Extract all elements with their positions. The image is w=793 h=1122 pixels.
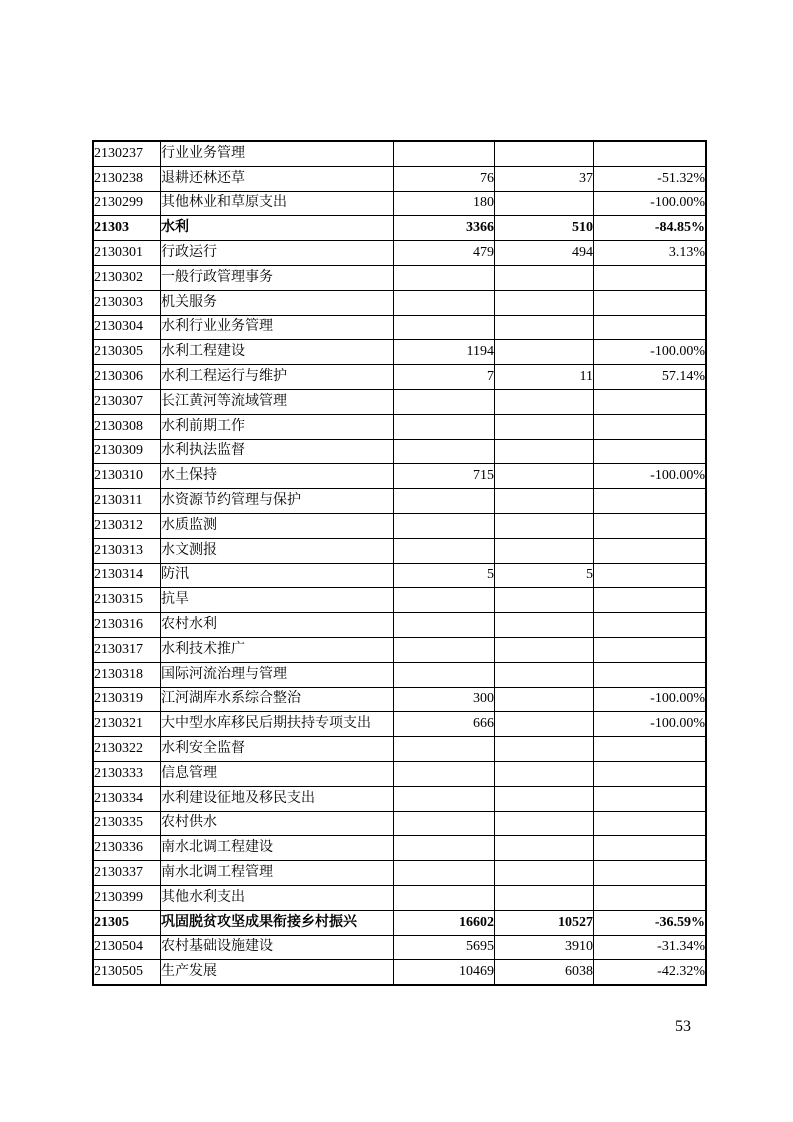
code-cell: 2130238 xyxy=(93,166,161,191)
value-curr-cell xyxy=(495,538,594,563)
name-cell: 江河湖库水系综合整治 xyxy=(161,687,394,712)
name-cell: 抗旱 xyxy=(161,588,394,613)
code-cell: 2130318 xyxy=(93,662,161,687)
name-cell: 南水北调工程管理 xyxy=(161,861,394,886)
change-pct-cell: -100.00% xyxy=(594,191,707,216)
value-curr-cell xyxy=(495,489,594,514)
value-curr-cell xyxy=(495,191,594,216)
value-prev-cell xyxy=(394,265,495,290)
value-curr-cell: 10527 xyxy=(495,910,594,935)
code-cell: 2130237 xyxy=(93,141,161,166)
value-curr-cell xyxy=(495,885,594,910)
value-curr-cell xyxy=(495,737,594,762)
change-pct-cell xyxy=(594,439,707,464)
code-cell: 2130317 xyxy=(93,637,161,662)
change-pct-cell xyxy=(594,588,707,613)
value-curr-cell xyxy=(495,861,594,886)
name-cell: 行业业务管理 xyxy=(161,141,394,166)
value-prev-cell xyxy=(394,737,495,762)
code-cell: 2130304 xyxy=(93,315,161,340)
budget-table-container xyxy=(92,140,705,986)
budget-table xyxy=(92,140,707,986)
table-row xyxy=(93,439,706,464)
code-cell: 2130504 xyxy=(93,935,161,960)
table-row xyxy=(93,935,706,960)
change-pct-cell xyxy=(594,389,707,414)
table-row xyxy=(93,687,706,712)
value-curr-cell xyxy=(495,389,594,414)
table-row xyxy=(93,960,706,985)
value-curr-cell: 5 xyxy=(495,563,594,588)
table-row xyxy=(93,836,706,861)
value-curr-cell: 6038 xyxy=(495,960,594,985)
value-prev-cell xyxy=(394,141,495,166)
code-cell: 2130335 xyxy=(93,811,161,836)
name-cell: 长江黄河等流域管理 xyxy=(161,389,394,414)
value-prev-cell xyxy=(394,439,495,464)
change-pct-cell: -51.32% xyxy=(594,166,707,191)
table-row xyxy=(93,637,706,662)
change-pct-cell xyxy=(594,811,707,836)
name-cell: 水文测报 xyxy=(161,538,394,563)
name-cell: 农村供水 xyxy=(161,811,394,836)
code-cell: 2130310 xyxy=(93,464,161,489)
value-prev-cell xyxy=(394,315,495,340)
table-row xyxy=(93,786,706,811)
code-cell: 2130333 xyxy=(93,761,161,786)
name-cell: 生产发展 xyxy=(161,960,394,985)
name-cell: 农村水利 xyxy=(161,613,394,638)
value-curr-cell xyxy=(495,464,594,489)
name-cell: 水利行业业务管理 xyxy=(161,315,394,340)
table-row xyxy=(93,761,706,786)
code-cell: 2130314 xyxy=(93,563,161,588)
change-pct-cell xyxy=(594,836,707,861)
value-curr-cell xyxy=(495,712,594,737)
code-cell: 2130308 xyxy=(93,414,161,439)
value-prev-cell: 5695 xyxy=(394,935,495,960)
value-prev-cell: 16602 xyxy=(394,910,495,935)
table-row xyxy=(93,613,706,638)
value-prev-cell: 1194 xyxy=(394,340,495,365)
table-row xyxy=(93,166,706,191)
page-number: 53 xyxy=(675,1018,691,1035)
value-curr-cell xyxy=(495,836,594,861)
code-cell: 2130309 xyxy=(93,439,161,464)
table-row xyxy=(93,290,706,315)
change-pct-cell xyxy=(594,861,707,886)
change-pct-cell xyxy=(594,414,707,439)
name-cell: 行政运行 xyxy=(161,241,394,266)
value-prev-cell: 76 xyxy=(394,166,495,191)
name-cell: 水利工程运行与维护 xyxy=(161,365,394,390)
table-row xyxy=(93,414,706,439)
budget-table-body xyxy=(93,141,706,985)
change-pct-cell xyxy=(594,265,707,290)
name-cell: 其他林业和草原支出 xyxy=(161,191,394,216)
name-cell: 信息管理 xyxy=(161,761,394,786)
value-prev-cell xyxy=(394,662,495,687)
value-curr-cell xyxy=(495,588,594,613)
value-prev-cell xyxy=(394,290,495,315)
value-prev-cell xyxy=(394,538,495,563)
name-cell: 水土保持 xyxy=(161,464,394,489)
change-pct-cell xyxy=(594,315,707,340)
change-pct-cell xyxy=(594,786,707,811)
table-row xyxy=(93,563,706,588)
value-curr-cell xyxy=(495,761,594,786)
value-prev-cell xyxy=(394,836,495,861)
code-cell: 2130337 xyxy=(93,861,161,886)
change-pct-cell xyxy=(594,141,707,166)
value-prev-cell xyxy=(394,489,495,514)
name-cell: 水利建设征地及移民支出 xyxy=(161,786,394,811)
name-cell: 水利执法监督 xyxy=(161,439,394,464)
value-curr-cell: 37 xyxy=(495,166,594,191)
table-row xyxy=(93,885,706,910)
change-pct-cell: -42.32% xyxy=(594,960,707,985)
code-cell: 2130312 xyxy=(93,513,161,538)
table-row xyxy=(93,216,706,241)
change-pct-cell: -36.59% xyxy=(594,910,707,935)
value-prev-cell: 479 xyxy=(394,241,495,266)
name-cell: 南水北调工程建设 xyxy=(161,836,394,861)
change-pct-cell: -100.00% xyxy=(594,464,707,489)
name-cell: 其他水利支出 xyxy=(161,885,394,910)
value-curr-cell xyxy=(495,637,594,662)
change-pct-cell xyxy=(594,737,707,762)
value-curr-cell xyxy=(495,141,594,166)
value-curr-cell xyxy=(495,414,594,439)
code-cell: 2130505 xyxy=(93,960,161,985)
value-curr-cell: 11 xyxy=(495,365,594,390)
value-prev-cell xyxy=(394,811,495,836)
change-pct-cell xyxy=(594,513,707,538)
code-cell: 2130301 xyxy=(93,241,161,266)
value-curr-cell xyxy=(495,811,594,836)
table-row xyxy=(93,662,706,687)
value-prev-cell xyxy=(394,414,495,439)
table-row xyxy=(93,389,706,414)
change-pct-cell xyxy=(594,885,707,910)
value-prev-cell: 300 xyxy=(394,687,495,712)
code-cell: 2130336 xyxy=(93,836,161,861)
name-cell: 水利前期工作 xyxy=(161,414,394,439)
value-prev-cell xyxy=(394,885,495,910)
value-curr-cell xyxy=(495,340,594,365)
value-curr-cell xyxy=(495,290,594,315)
table-row xyxy=(93,141,706,166)
change-pct-cell: -31.34% xyxy=(594,935,707,960)
table-row xyxy=(93,241,706,266)
code-cell: 2130315 xyxy=(93,588,161,613)
value-prev-cell xyxy=(394,637,495,662)
value-prev-cell: 180 xyxy=(394,191,495,216)
change-pct-cell xyxy=(594,613,707,638)
code-cell: 2130303 xyxy=(93,290,161,315)
change-pct-cell xyxy=(594,637,707,662)
value-curr-cell: 510 xyxy=(495,216,594,241)
name-cell: 水质监测 xyxy=(161,513,394,538)
code-cell: 2130322 xyxy=(93,737,161,762)
table-row xyxy=(93,910,706,935)
name-cell: 国际河流治理与管理 xyxy=(161,662,394,687)
value-prev-cell xyxy=(394,861,495,886)
change-pct-cell xyxy=(594,761,707,786)
change-pct-cell: -84.85% xyxy=(594,216,707,241)
change-pct-cell: -100.00% xyxy=(594,712,707,737)
value-prev-cell: 715 xyxy=(394,464,495,489)
value-prev-cell xyxy=(394,389,495,414)
value-curr-cell xyxy=(495,265,594,290)
code-cell: 2130399 xyxy=(93,885,161,910)
value-curr-cell xyxy=(495,513,594,538)
value-prev-cell: 3366 xyxy=(394,216,495,241)
value-prev-cell xyxy=(394,513,495,538)
code-cell: 2130334 xyxy=(93,786,161,811)
change-pct-cell xyxy=(594,563,707,588)
value-curr-cell xyxy=(495,613,594,638)
table-row xyxy=(93,737,706,762)
change-pct-cell: -100.00% xyxy=(594,340,707,365)
table-row xyxy=(93,861,706,886)
value-prev-cell: 7 xyxy=(394,365,495,390)
table-row xyxy=(93,340,706,365)
value-curr-cell xyxy=(495,439,594,464)
table-row xyxy=(93,489,706,514)
table-row xyxy=(93,315,706,340)
code-cell: 21305 xyxy=(93,910,161,935)
change-pct-cell: 3.13% xyxy=(594,241,707,266)
code-cell: 2130319 xyxy=(93,687,161,712)
name-cell: 水利 xyxy=(161,216,394,241)
change-pct-cell xyxy=(594,290,707,315)
table-row xyxy=(93,513,706,538)
value-curr-cell: 3910 xyxy=(495,935,594,960)
value-curr-cell xyxy=(495,687,594,712)
value-prev-cell xyxy=(394,761,495,786)
code-cell: 2130316 xyxy=(93,613,161,638)
name-cell: 农村基础设施建设 xyxy=(161,935,394,960)
table-row xyxy=(93,265,706,290)
name-cell: 水利工程建设 xyxy=(161,340,394,365)
value-prev-cell: 666 xyxy=(394,712,495,737)
name-cell: 大中型水库移民后期扶持专项支出 xyxy=(161,712,394,737)
code-cell: 2130313 xyxy=(93,538,161,563)
code-cell: 2130306 xyxy=(93,365,161,390)
code-cell: 2130307 xyxy=(93,389,161,414)
value-curr-cell xyxy=(495,315,594,340)
table-row xyxy=(93,538,706,563)
name-cell: 水资源节约管理与保护 xyxy=(161,489,394,514)
name-cell: 机关服务 xyxy=(161,290,394,315)
value-curr-cell: 494 xyxy=(495,241,594,266)
value-curr-cell xyxy=(495,786,594,811)
code-cell: 2130302 xyxy=(93,265,161,290)
name-cell: 防汛 xyxy=(161,563,394,588)
table-row xyxy=(93,588,706,613)
value-prev-cell: 10469 xyxy=(394,960,495,985)
value-prev-cell xyxy=(394,588,495,613)
change-pct-cell xyxy=(594,538,707,563)
value-curr-cell xyxy=(495,662,594,687)
table-row xyxy=(93,464,706,489)
change-pct-cell xyxy=(594,489,707,514)
table-row xyxy=(93,712,706,737)
name-cell: 一般行政管理事务 xyxy=(161,265,394,290)
change-pct-cell: -100.00% xyxy=(594,687,707,712)
code-cell: 2130321 xyxy=(93,712,161,737)
code-cell: 2130305 xyxy=(93,340,161,365)
table-row xyxy=(93,365,706,390)
table-row xyxy=(93,811,706,836)
value-prev-cell xyxy=(394,613,495,638)
value-prev-cell xyxy=(394,786,495,811)
name-cell: 巩固脱贫攻坚成果衔接乡村振兴 xyxy=(161,910,394,935)
name-cell: 水利安全监督 xyxy=(161,737,394,762)
table-row xyxy=(93,191,706,216)
change-pct-cell xyxy=(594,662,707,687)
code-cell: 2130311 xyxy=(93,489,161,514)
change-pct-cell: 57.14% xyxy=(594,365,707,390)
value-prev-cell: 5 xyxy=(394,563,495,588)
name-cell: 水利技术推广 xyxy=(161,637,394,662)
name-cell: 退耕还林还草 xyxy=(161,166,394,191)
code-cell: 2130299 xyxy=(93,191,161,216)
code-cell: 21303 xyxy=(93,216,161,241)
